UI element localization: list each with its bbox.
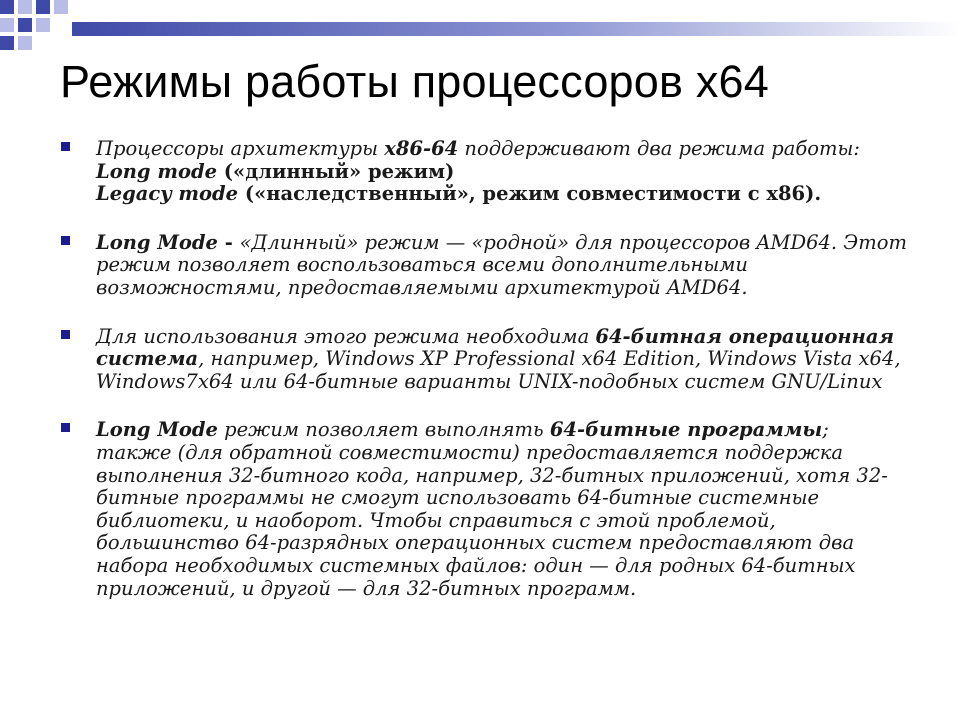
text-run: Long Mode — [96, 418, 218, 442]
bullet-line — [96, 578, 900, 601]
header-decoration — [0, 0, 960, 60]
bullet-line — [96, 183, 900, 206]
text-run: Legacy mode — [96, 182, 239, 206]
text-run: («длинный» режим) — [217, 159, 455, 183]
bullet-line — [96, 348, 900, 371]
text-run: x86-64 — [384, 137, 459, 160]
bullet-item — [60, 230, 907, 300]
bullet-line — [96, 419, 900, 442]
bullet-line — [96, 230, 907, 255]
text-run: 64-битные программы — [549, 418, 823, 442]
bullet-item — [60, 326, 900, 394]
text-run: Windows7x64 или 64-битные варианты UNIX-подобных систем GNU/Linux — [96, 369, 883, 393]
bullet-square-icon — [61, 423, 70, 432]
bullet-line — [96, 465, 900, 488]
slide-title: Режимы работы процессоров x64 — [60, 56, 769, 107]
text-run: Long mode — [96, 159, 217, 183]
bullet-square-icon — [61, 236, 70, 245]
bullet-line — [96, 277, 900, 300]
text-run: набора необходимых системных файлов: один — для родных 64-битных — [96, 553, 856, 577]
bullet-line — [96, 487, 900, 510]
bullet-square-icon — [61, 330, 70, 339]
bullet-line — [96, 371, 900, 394]
text-run: битные программы не смогут использовать 64-битные системные — [96, 486, 819, 510]
header-gradient-bar — [72, 22, 960, 36]
bullet-line — [96, 254, 900, 277]
text-run: библиотеки, и наоборот. Чтобы справиться с этой проблемой, — [96, 508, 776, 532]
text-run: ; — [822, 418, 829, 442]
text-run: выполнения 32-битного кода, например, 32-битных приложений, хотя 32- — [96, 463, 888, 487]
text-run: приложений, и другой — для 32-битных программ. — [96, 576, 637, 600]
decor-squares — [0, 0, 68, 50]
text-run: «Длинный» режим — «родной» для процессоров AMD64. Этот — [239, 230, 907, 254]
bullet-line — [96, 555, 900, 578]
bullet-line — [96, 532, 900, 555]
text-run: возможностями, предоставляемыми архитектурой AMD64. — [96, 275, 748, 299]
text-run: Long Mode — [96, 230, 218, 254]
bullet-square-icon — [61, 142, 70, 151]
bullet-item — [60, 419, 900, 600]
text-run: («наследственный», режим совместимости с x86). — [238, 182, 822, 206]
text-run: режим позволяет выполнять — [217, 418, 550, 442]
bullet-item — [60, 138, 900, 206]
text-run: Для использования этого режима необходима — [96, 324, 596, 348]
bullet-line — [96, 138, 900, 161]
text-run: большинство 64-разрядных операционных систем предоставляют два — [96, 531, 855, 555]
slide-content — [60, 137, 907, 626]
text-run: - — [217, 230, 240, 254]
text-run: поддерживают два режима работы: — [458, 137, 860, 160]
text-run: режим позволяет воспользоваться всеми дополнительными — [96, 253, 748, 277]
bullet-line — [96, 326, 900, 349]
text-run: система — [96, 347, 199, 371]
bullet-line — [96, 510, 900, 533]
text-run: Процессоры архитектуры — [96, 137, 385, 160]
bullet-line — [96, 161, 900, 184]
text-run: 64-битная операционная — [595, 324, 894, 348]
bullet-line — [96, 442, 900, 465]
text-run: , например, Windows XP Professional x64 Edition, Windows Vista x64, — [198, 347, 901, 371]
text-run: также (для обратной совместимости) предоставляется поддержка — [96, 440, 844, 464]
